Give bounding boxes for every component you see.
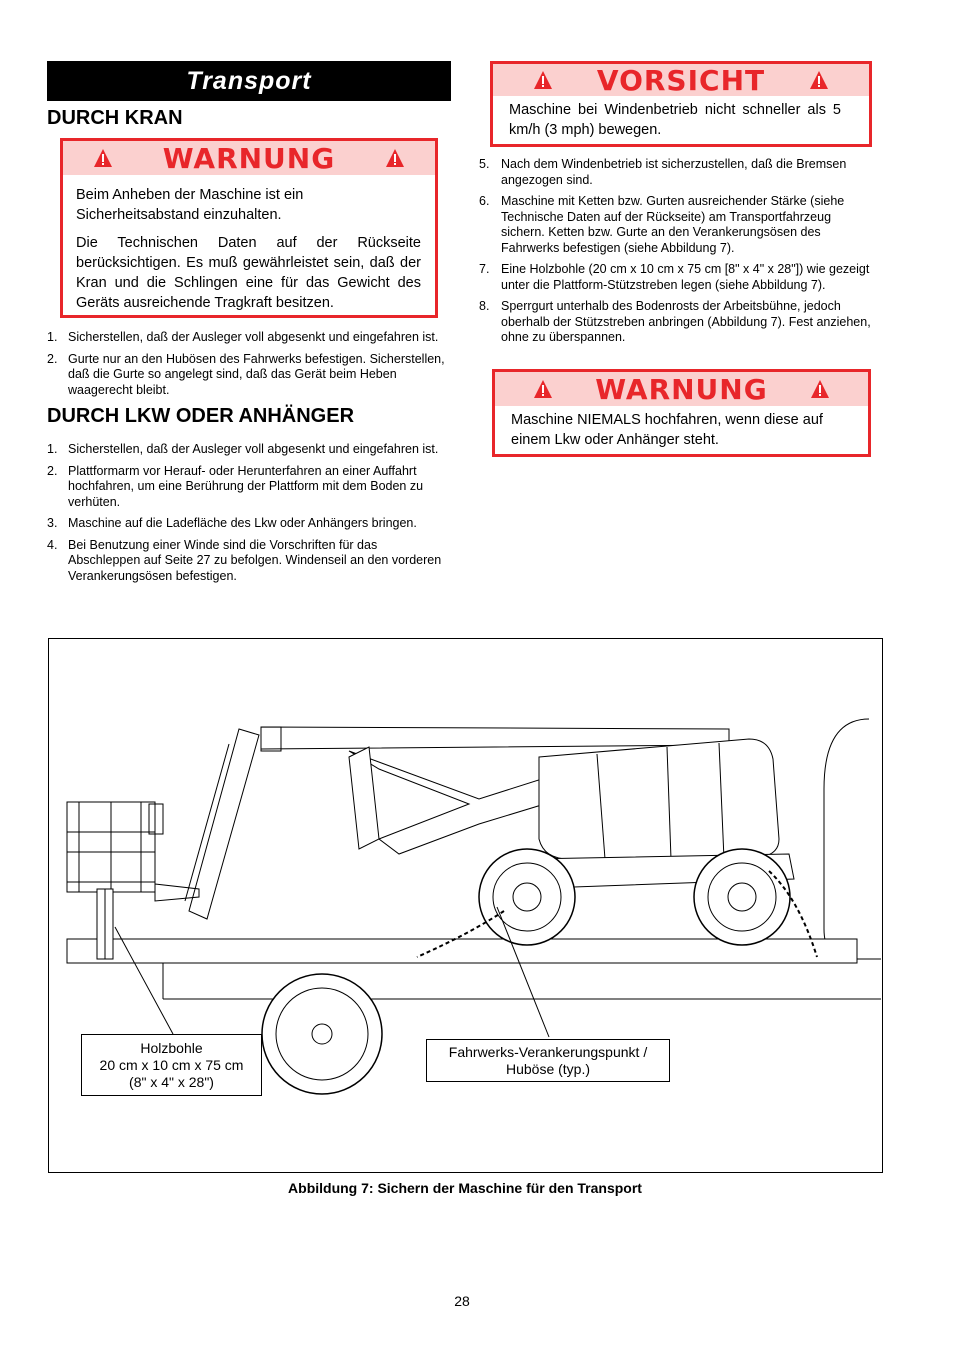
warning-label: WARNUNG [162,141,336,175]
crane-heading: DURCH KRAN [47,107,183,129]
warning-triangle-icon [533,379,553,399]
callout-line: Fahrwerks-Verankerungspunkt / [448,1043,648,1060]
warning-body [63,175,435,313]
warning-triangle-icon [93,148,113,168]
warning-label: WARNUNG [595,372,768,406]
list-item: 4. Bei Benutzung einer Winde sind die Vorschriften für das Abschleppen auf Seite 27 zu befolgen. Windenseil an den vorderen Verankerungsösen befestigen. [47,537,442,583]
caution-box [490,61,872,147]
list-item: 1. Sicherstellen, daß der Ausleger voll abgesenkt und eingefahren ist. [47,442,439,456]
warning-triangle-icon [385,148,405,168]
warning-triangle-icon [810,379,830,399]
crane-steps [47,330,452,404]
list-item: 5. Nach dem Windenbetrieb ist sicherzustellen, daß die Bremsen angezogen sind. [479,157,847,187]
warning-paragraph: Beim Anheben der Maschine ist ein Sicherheitsabstand einzuhalten. [76,187,304,223]
no-raise-warning-box [492,369,871,457]
list-item: 7. Eine Holzbohle (20 cm x 10 cm x 75 cm [8" x 4" x 28"]) wie gezeigt unter die Plattform-Stützstreben legen (siehe Abbildung 7). [479,262,870,292]
list-item: 3. Maschine auf die Ladefläche des Lkw oder Anhängers bringen. [47,516,417,530]
list-item: 2. Plattformarm vor Herauf- oder Herunterfahren an einer Auffahrt hochfahren, um eine Berührung der Plattform mit dem Boden zu verhüten. [47,463,424,509]
truck-steps [47,442,452,590]
callout-line: Huböse (typ.) [505,1060,591,1077]
list-item: 2. Gurte nur an den Hubösen des Fahrwerks befestigen. Sicherstellen, daß die Gurte so angelegt sind, daß das Gerät beim Heben waagerecht bleibt. [47,351,445,397]
warning-paragraph: Die Technischen Daten auf der Rückseite berücksichtigen. Es muß gewährleistet sein, daß der Kran und die Schlingen eine für das Gewicht des Geräts ausreichende Tragkraft besitzen. [76,235,421,311]
page-number: 28 [454,1293,470,1309]
crane-warning-box [60,138,438,318]
warning-text: Maschine NIEMALS hochfahren, wenn diese auf einem Lkw oder Anhänger steht. [511,412,823,448]
truck-heading: DURCH LKW ODER ANHÄNGER [47,405,355,427]
caution-header [493,64,869,96]
caution-label: VORSICHT [596,63,766,97]
section-title: Transport [47,61,451,101]
right-steps [479,157,872,352]
warning-header [63,141,435,175]
callout-line: (8" x 4" x 28") [129,1073,214,1090]
figure-frame [48,638,883,1173]
plank-callout [81,1034,262,1096]
list-item: 8. Sperrgurt unterhalb des Bodenrosts der Arbeitsbühne, jedoch oberhalb der Stützstreben anbringen (Abbildung 7). Fest anziehen, ohne zu überspannen. [479,299,871,344]
list-item: 6. Maschine mit Ketten bzw. Gurten ausreichender Stärke (siehe Technische Daten auf der Rückseite) am Transportfahrzeug sichern. Ketten bzw. Gurte an den Verankerungsösen des Fahrwerks befestigen (siehe Abbildung 7). [479,194,845,255]
warning-triangle-icon [533,70,553,90]
anchor-point-callout [426,1039,670,1082]
figure-caption: Abbildung 7: Sichern der Maschine für den Transport [288,1180,642,1196]
callout-line: 20 cm x 10 cm x 75 cm [99,1056,244,1073]
warning-header [495,372,868,406]
warning-triangle-icon [809,70,829,90]
list-item: 1. Sicherstellen, daß der Ausleger voll abgesenkt und eingefahren ist. [47,330,439,344]
caution-text: Maschine bei Windenbetrieb nicht schneller als 5 km/h (3 mph) bewegen. [509,102,841,138]
callout-line: Holzbohle [140,1039,203,1056]
